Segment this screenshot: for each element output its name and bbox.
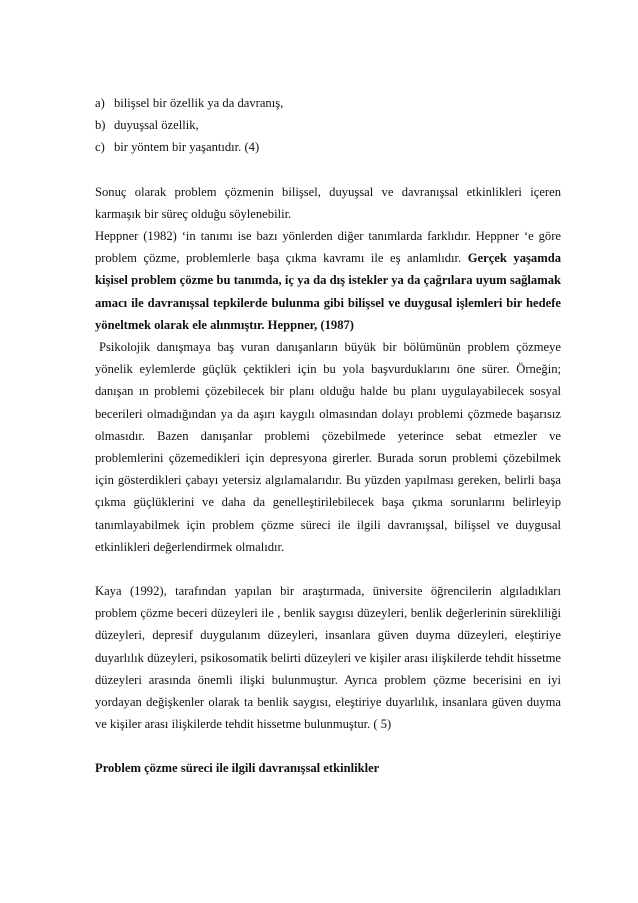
list-marker: c) (95, 140, 105, 155)
paragraph-spacer (95, 558, 561, 580)
conclusion-paragraph: Sonuç olarak problem çözmenin bilişsel, duyuşsal ve davranışsal etkinlikleri içeren karmaşık bir süreç olduğu söylenebilir. (95, 184, 561, 221)
list-text: duyuşsal özellik, (114, 118, 199, 133)
paragraph-spacer (95, 159, 561, 181)
list-marker: a) (95, 96, 105, 110)
heppner-bold-text: Gerçek yaşamda kişisel problem çözme bu tanımda, iç ya da dış istekler ya da çağrılara uyum sağlamak amacı ile davranışsal tepkilerde bulunma gibi bilişsel ve duygusal işlemleri bir hedefe yöneltmek olarak ele alınmıştır. Heppner, (1987) (95, 251, 561, 332)
kaya-paragraph: Kaya (1992), tarafından yapılan bir araştırmada, üniversite öğrencilerin algıladıkları problem çözme beceri düzeyleri ile , benlik saygısı düzeyleri, benlik değerlerinin sürekliliği düzeyleri, depresif duygulanım düzeyleri, insanlara güven duyma düzeyleri, eleştiriye duyarlılık düzeyleri, psikosomatik belirti düzeyleri ve kişiler arası ilişkilerde tehdit hissetme düzeyleri arasında önemli ilişki bulunmuştur. Ayrıca problem çözme becerisini en iyi yordayan değişkenler olarak ta benlik saygısı, eleştiriye duyarlılık, insanlara güven duyma ve kişiler arası ilişkilerde tehdit hissetme bulunmuştur. ( 5) (95, 584, 561, 732)
list-item (95, 114, 561, 136)
list-marker: b) (95, 118, 106, 133)
section-heading: Problem çözme süreci ile ilgili davranışsal etkinlikler (95, 761, 380, 776)
heppner-paragraph (95, 225, 561, 336)
list-text: bir yöntem bir yaşantıdır. (4) (114, 140, 260, 155)
document-page (95, 92, 561, 780)
list-item (95, 136, 561, 158)
paragraph-spacer (95, 735, 561, 757)
list-text: bilişsel bir özellik ya da davranış, (114, 96, 284, 110)
heppner-text: Heppner (1982) ‘in tanımı ise bazı yönlerden diğer tanımlarda farklıdır. Heppner ‘e göre problem çözme, problemlerle başa çıkma kavramı ile eş anlamlıdır. (95, 229, 561, 266)
list-item (95, 92, 561, 114)
counseling-paragraph: Psikolojik danışmaya baş vuran danışanların büyük bir bölümünün problem çözmeye yönelik eylemlerde güçlük çektikleri için bu yola başvurduklarını öne sürer. Örneğin; danışan ın problemi çözebilecek bir planı olduğu halde bu planı uygulayabilecek sosyal becerileri olmadığından ya da aşırı kaygılı olmasından dolayı problemi çözmede başarısız olmasıdır. Bazen danışanlar problemi çözebilmede yeterince sebat etmezler ve problemlerini çözemedikleri için depresyona girerler. Burada sorun problemi çözebilmek için gösterdikleri çabayı yetersiz algılamalarıdır. Bu yüzden yapılması gereken, belirli başa çıkma güçlüklerini ve daha da genelleştirilebilecek başa çıkma sorunlarını belirleyip tanımlayabilmek için problem çözme süreci ile ilgili davranışsal, bilişsel ve duygusal etkinlikleri değerlendirmek olmalıdır. (95, 340, 561, 554)
definition-list (95, 92, 561, 159)
